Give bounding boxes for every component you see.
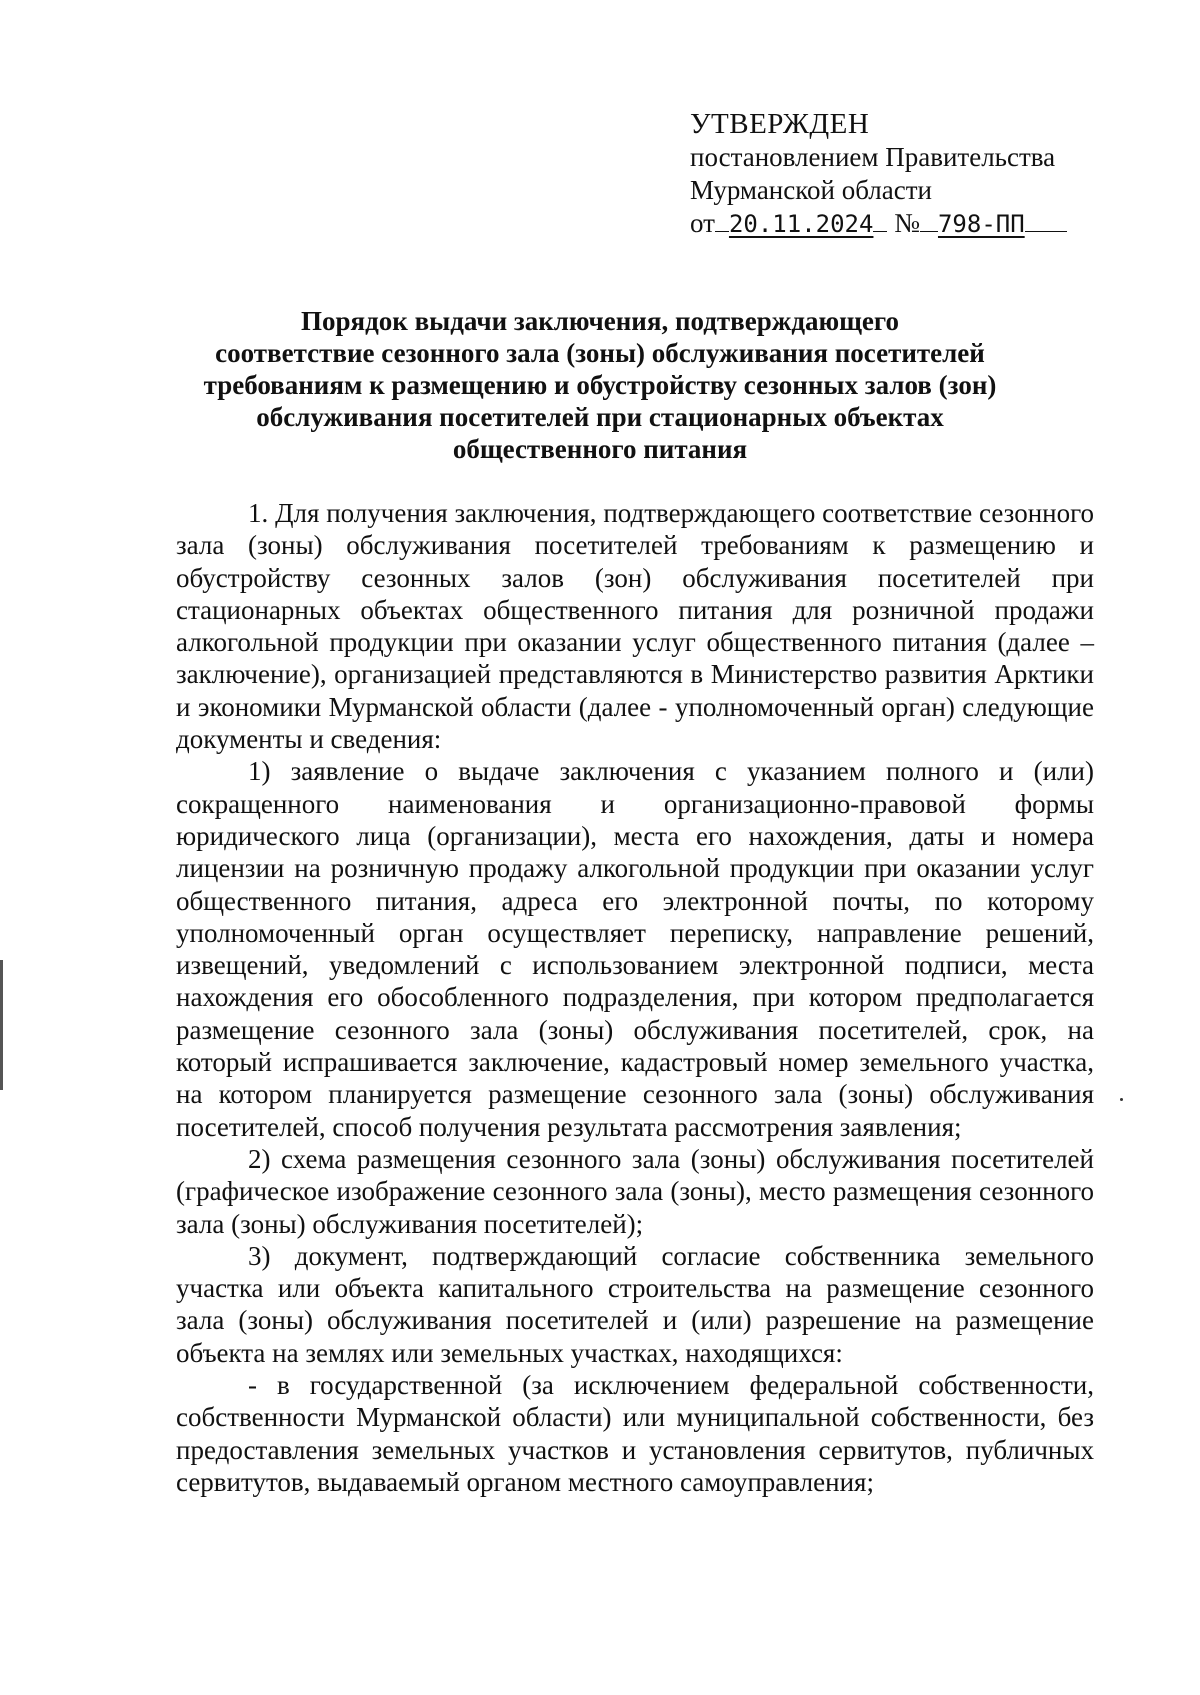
title-line-4: обслуживания посетителей при стационарных объектах — [256, 402, 944, 432]
paragraph-subitem: - в государственной (за исключением федеральной собственности, собственности Мурманской области) или муниципальной собственности, без предоставления земельных участков и установления сервитутов, публичных сервитутов, выдаваемый органом местного самоуправления; — [176, 1370, 1094, 1497]
title-line-1: Порядок выдачи заключения, подтверждающего — [301, 306, 899, 336]
approval-stamp: УТВЕРЖДЕН — [690, 108, 870, 140]
decree-number: 798-ПП — [937, 210, 1025, 238]
approval-block — [690, 108, 1067, 241]
paragraph-item-2: 2) схема размещения сезонного зала (зоны) обслуживания посетителей (графическое изображение сезонного зала (зоны), место размещения сезонного зала (зоны) обслуживания посетителей); — [176, 1143, 1094, 1239]
title-line-3: требованиям к размещению и обустройству сезонных залов (зон) — [203, 370, 997, 400]
document-title — [140, 305, 1060, 465]
approval-line-2: Мурманской области — [690, 175, 932, 205]
paragraph-1: 1. Для получения заключения, подтверждающего соответствие сезонного зала (зоны) обслуживания посетителей требованиям к размещению и обустройству сезонных залов (зон) обслуживания посетителей при стационарных объектах общественного питания для розничной продажи алкогольной продукции при оказании услуг общественного питания (далее – заключение), организацией представляются в Министерство развития Арктики и экономики Мурманской области (далее - уполномоченный орган) следующие документы и сведения: — [176, 498, 1094, 755]
title-line-5: общественного питания — [452, 434, 748, 464]
number-sign: № — [894, 208, 920, 238]
document-body — [176, 497, 1094, 1498]
date-prefix: от — [690, 208, 715, 238]
paragraph-item-1: 1) заявление о выдаче заключения с указанием полного и (или) сокращенного наименования и организационно-правовой формы юридического лица (организации), места его нахождения, даты и номера лицензии на розничную продажу алкогольной продукции при оказании услуг общественного питания, адреса его электронной почты, по которому уполномоченный орган осуществляет переписку, направление решений, извещений, уведомлений с использованием электронной подписи, места нахождения его обособленного подразделения, при котором предполагается размещение сезонного зала (зоны) обслуживания посетителей, срок, на который испрашивается заключение, кадастровый номер земельного участка, на котором планируется размещение сезонного зала (зоны) обслуживания посетителей, способ получения результата рассмотрения заявления; — [176, 756, 1094, 1142]
scan-speck — [1120, 1098, 1123, 1101]
approval-line-1: постановлением Правительства — [690, 142, 1056, 172]
title-line-2: соответствие сезонного зала (зоны) обслуживания посетителей — [215, 338, 985, 368]
paragraph-item-3: 3) документ, подтверждающий согласие собственника земельного участка или объекта капитального строительства на размещение сезонного зала (зоны) обслуживания посетителей и (или) разрешение на размещение объекта на землях или земельных участках, находящихся: — [176, 1240, 1094, 1368]
approval-date-line — [690, 207, 1067, 241]
scan-edge-mark — [0, 960, 3, 1090]
decree-date: 20.11.2024 — [728, 210, 874, 238]
